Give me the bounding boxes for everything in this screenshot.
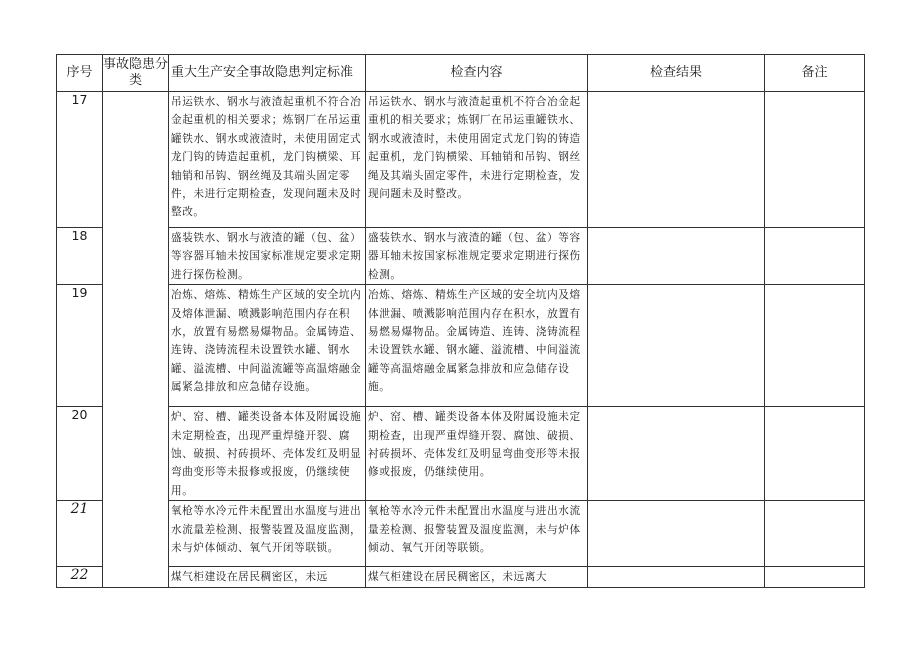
header-category: 事故隐患分类	[103, 55, 169, 92]
content-cell	[366, 285, 588, 407]
table-row	[57, 285, 865, 407]
header-result: 检查结果	[588, 55, 765, 92]
standard-text: 煤气柜建设在居民稠密区，未远	[171, 571, 328, 584]
standard-text: 氧枪等水冷元件未配置出水温度与进出水流量差检测、报警装置及温度监测，未与炉体倾动、氧气开闭等联锁。	[171, 505, 362, 555]
content-cell	[366, 407, 588, 501]
table-row	[57, 501, 865, 567]
header-remark: 备注	[765, 55, 865, 92]
standard-cell	[169, 285, 366, 407]
content-text: 吊运铁水、钢水与液渣起重机不符合冶金起重机的相关要求；炼钢厂在吊运重罐铁水、钢水或液渣时，未使用固定式龙门钩的铸造起重机，龙门钩横梁、耳轴销和吊钩、钢丝绳及其端头固定零件，未进行定期检查，发现问题未及时整改。	[368, 96, 581, 201]
row-seq: 21	[57, 501, 103, 567]
content-text: 炉、窑、槽、罐类设备本体及附属设施未定期检查，出现严重焊缝开裂、腐蚀、破损、衬砖损坏、壳体发红及明显弯曲变形等未报修或报废，仍继续使用。	[368, 411, 581, 479]
row-seq: 18	[57, 228, 103, 285]
standard-text: 炉、窑、槽、罐类设备本体及附属设施未定期检查，出现严重焊缝开裂、腐蚀、破损、衬砖损坏、壳体发红及明显弯曲变形等未报修或报废，仍继续使用。	[171, 411, 362, 497]
header-standard: 重大生产安全事故隐患判定标准	[169, 55, 366, 92]
row-seq: 19	[57, 285, 103, 407]
table-row	[57, 228, 865, 285]
row-seq: 22	[57, 567, 103, 587]
remark-cell[interactable]	[765, 285, 865, 407]
standard-cell	[169, 567, 366, 587]
standard-text: 冶炼、熔炼、精炼生产区域的安全坑内及熔体泄漏、喷溅影响范围内存在积水，放置有易燃易爆物品。金属铸造、连铸、浇铸流程未设置铁水罐、钢水罐、溢流槽、中间溢流罐等高温熔融金属紧急排放和应急储存设施。	[171, 289, 362, 394]
content-cell	[366, 567, 588, 587]
content-text: 煤气柜建设在居民稠密区，未远离大	[368, 571, 548, 584]
table-row	[57, 92, 865, 228]
standard-cell	[169, 407, 366, 501]
standard-cell	[169, 92, 366, 228]
standard-cell	[169, 501, 366, 567]
result-cell[interactable]	[588, 92, 765, 228]
result-cell[interactable]	[588, 501, 765, 567]
content-text: 氧枪等水冷元件未配置出水温度与进出水流量差检测、报警装置及温度监测，未与炉体倾动、氧气开闭等联锁。	[368, 505, 581, 555]
remark-cell[interactable]	[765, 567, 865, 587]
remark-cell[interactable]	[765, 92, 865, 228]
table-row	[57, 567, 865, 587]
standard-text: 吊运铁水、钢水与液渣起重机不符合冶金起重机的相关要求；炼钢厂在吊运重罐铁水、钢水或液渣时，未使用固定式龙门钩的铸造起重机，龙门钩横梁、耳轴销和吊钩、钢丝绳及其端头固定零件，未进行定期检查，发现问题未及时整改。	[171, 96, 362, 219]
row-seq: 17	[57, 92, 103, 228]
content-cell	[366, 92, 588, 228]
table-row	[57, 407, 865, 501]
result-cell[interactable]	[588, 567, 765, 587]
content-cell	[366, 228, 588, 285]
row-seq: 20	[57, 407, 103, 501]
content-cell	[366, 501, 588, 567]
result-cell[interactable]	[588, 407, 765, 501]
inspection-table	[56, 54, 865, 588]
content-text: 盛装铁水、钢水与液渣的罐（包、盆）等容器耳轴未按国家标准规定要求定期进行探伤检测。	[368, 232, 581, 281]
content-text: 冶炼、熔炼、精炼生产区域的安全坑内及熔体泄漏、喷溅影响范围内存在积水，放置有易燃易爆物品。金属铸造、连铸、浇铸流程未设置铁水罐、钢水罐、溢流槽、中间溢流罐等高温熔融金属紧急排放和应急储存设施。	[368, 289, 581, 394]
remark-cell[interactable]	[765, 228, 865, 285]
standard-text: 盛装铁水、钢水与液渣的罐（包、盆）等容器耳轴未按国家标准规定要求定期进行探伤检测。	[171, 232, 362, 281]
standard-cell	[169, 228, 366, 285]
result-cell[interactable]	[588, 285, 765, 407]
header-seq: 序号	[57, 55, 103, 92]
category-cell	[103, 92, 169, 588]
remark-cell[interactable]	[765, 501, 865, 567]
header-content: 检查内容	[366, 55, 588, 92]
header-row	[57, 55, 865, 92]
remark-cell[interactable]	[765, 407, 865, 501]
result-cell[interactable]	[588, 228, 765, 285]
